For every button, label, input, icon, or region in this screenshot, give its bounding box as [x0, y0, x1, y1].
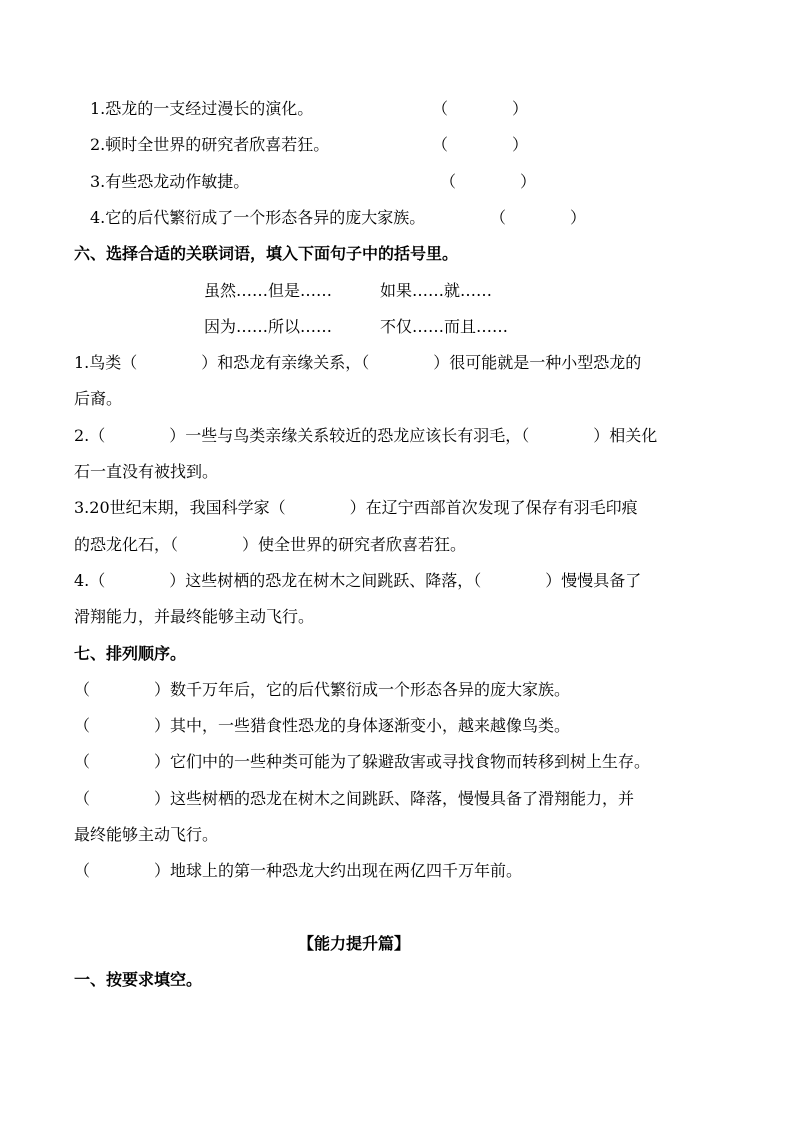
s6-option-1: 虽然……但是…… [204, 281, 333, 300]
s5-item-3-blank[interactable]: （ ） [440, 172, 537, 191]
s6-line-1: 1.鸟类（ ）和恐龙有亲缘关系，（ ）很可能就是一种小型恐龙的 [74, 353, 642, 372]
s6-option-3: 因为……所以…… [204, 317, 333, 336]
s7-line-1: （ ）数千万年后，它的后代繁衍成一个形态各异的庞大家族。 [74, 680, 571, 699]
s5-item-2: 2.顿时全世界的研究者欣喜若狂。 [90, 135, 330, 154]
s5-item-1: 1.恐龙的一支经过漫长的演化。 [90, 99, 314, 118]
s5-item-1-blank[interactable]: （ ） [432, 99, 529, 118]
s6-line-3: 2.（ ）一些与鸟类亲缘关系较近的恐龙应该长有羽毛，（ ）相关化 [74, 426, 658, 445]
s6-line-2: 后裔。 [74, 389, 123, 408]
s6-option-4: 不仅……而且…… [380, 317, 509, 336]
s6-line-6: 的恐龙化石，（ ）使全世界的研究者欣喜若狂。 [74, 535, 467, 554]
s7-line-3: （ ）它们中的一些种类可能为了躲避敌害或寻找食物而转移到树上生存。 [74, 752, 651, 771]
section-6-heading: 六、选择合适的关联词语，填入下面句子中的括号里。 [74, 244, 459, 263]
s7-line-4: （ ）这些树栖的恐龙在树木之间跳跃、降落，慢慢具备了滑翔能力，并 [74, 789, 635, 808]
s6-line-7: 4.（ ）这些树栖的恐龙在树木之间跳跃、降落，（ ）慢慢具备了 [74, 571, 642, 590]
part-title: 【能力提升篇】 [298, 934, 411, 953]
s7-line-6: （ ）地球上的第一种恐龙大约出现在两亿四千万年前。 [74, 861, 523, 880]
s5-item-2-blank[interactable]: （ ） [432, 135, 529, 154]
s7-line-2: （ ）其中，一些猎食性恐龙的身体逐渐变小，越来越像鸟类。 [74, 716, 571, 735]
s6-line-8: 滑翔能力，并最终能够主动飞行。 [74, 607, 315, 626]
s6-line-5: 3.20世纪末期，我国科学家（ ）在辽宁西部首次发现了保存有羽毛印痕 [74, 498, 638, 517]
s6-option-2: 如果……就…… [380, 281, 493, 300]
s7-line-5: 最终能够主动飞行。 [74, 825, 219, 844]
s6-line-4: 石一直没有被找到。 [74, 462, 219, 481]
s5-item-4-blank[interactable]: （ ） [490, 208, 587, 227]
s5-item-4: 4.它的后代繁衍成了一个形态各异的庞大家族。 [90, 208, 426, 227]
section-1-heading: 一、按要求填空。 [74, 970, 203, 989]
s5-item-3: 3.有些恐龙动作敏捷。 [90, 172, 250, 191]
section-7-heading: 七、排列顺序。 [74, 644, 187, 663]
